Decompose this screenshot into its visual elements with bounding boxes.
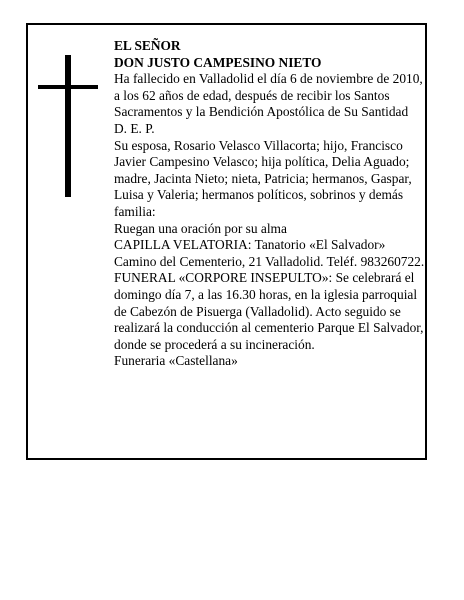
funeral-home: Funeraria «Castellana»: [114, 353, 238, 369]
rest-in-peace: D. E. P.: [114, 120, 155, 136]
wake-chapel-info: CAPILLA VELATORIA: Tanatorio «El Salvador» Camino del Cementerio, 21 Valladolid. Teléf. 983260722.: [114, 237, 425, 269]
prayer-request: Ruegan una oración por su alma: [114, 220, 287, 236]
funeral-info: FUNERAL «CORPORE INSEPULTO»: Se celebrará el domingo día 7, a las 16.30 horas, en la iglesia parroquial de Cabezón de Pisuerga (Valladolid). Acto seguido se realizará la conducción al cementerio Parque El Salvador, donde se procederá a su incineración.: [114, 270, 424, 352]
death-announcement: Ha fallecido en Valladolid el día 6 de noviembre de 2010, a los 62 años de edad, después de recibir los Santos Sacramentos y la Bendición Apostólica de Su Santidad: [114, 71, 423, 120]
cross-vertical-bar: [65, 55, 71, 197]
deceased-title: EL SEÑOR: [114, 38, 181, 53]
deceased-name: DON JUSTO CAMPESINO NIETO: [114, 54, 322, 70]
cross-horizontal-bar: [38, 85, 98, 89]
obituary-text: [114, 38, 426, 370]
family-list: Su esposa, Rosario Velasco Villacorta; hijo, Francisco Javier Campesino Velasco; hija política, Delia Aguado; madre, Jacinta Nieto; nieta, Patricia; hermanos, Gaspar, Luisa y Valeria; hermanos políticos, sobrinos y demás familia:: [114, 137, 412, 219]
